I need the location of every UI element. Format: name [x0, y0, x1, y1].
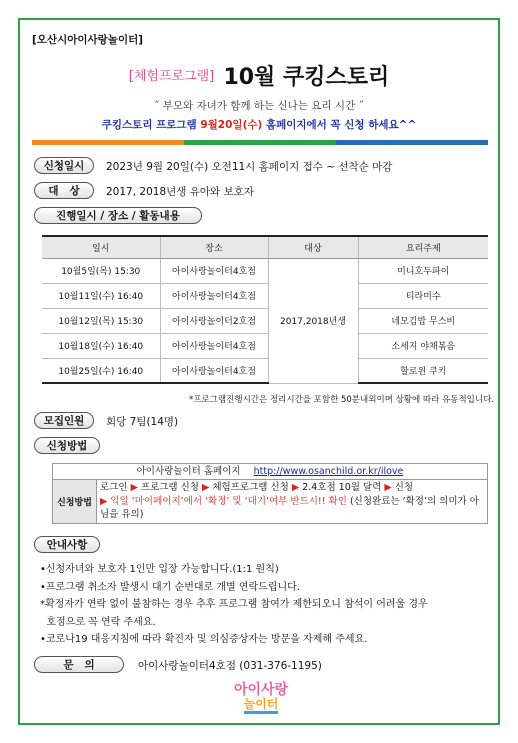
- highlight-post: 홈페이지에서 꼭 신청 하세요^^: [262, 119, 417, 131]
- cell-place: 아이사랑놀이터4호점: [160, 283, 268, 308]
- table-row: [42, 333, 488, 358]
- list-item: 호점으로 꼭 연락 주세요.: [40, 616, 156, 628]
- arrow-right-icon: ▶: [384, 482, 392, 493]
- subtitle: ˝ 부모와 자녀가 함께 하는 신나는 요리 시간 ˝: [154, 100, 364, 112]
- confirm-note: (신청완료는 ‘확정’의 의미가 아님을 유의): [100, 495, 479, 520]
- cell-date: 10월5일(목) 15:30: [42, 258, 160, 283]
- homepage-link[interactable]: http://www.osanchild.or.kr/ilove: [253, 466, 404, 477]
- cell-date: 10월18일(수) 16:40: [42, 333, 160, 358]
- cell-place: 아이사랑놀이터4호점: [160, 333, 268, 358]
- cell-place: 아이사랑놀이터2호점: [160, 308, 268, 333]
- list-item: •프로그램 취소자 발생시 대기 순번대로 개별 연락드립니다.: [40, 581, 300, 593]
- cell-topic: 네모김밥 무스비: [358, 308, 488, 333]
- cell-place: 아이사랑놀이터4호점: [160, 358, 268, 383]
- table-row: [42, 308, 488, 333]
- logo-text-line1: 아이사랑: [233, 682, 289, 698]
- step-program: 프로그램 신청: [140, 482, 199, 493]
- schedule-table: [42, 235, 488, 384]
- cell-topic: 미니호두파이: [358, 258, 488, 283]
- logo-text-line2: 놀이터: [243, 697, 279, 711]
- schedule-header-row: [42, 236, 488, 258]
- arrow-right-icon: ▶: [291, 482, 300, 493]
- highlight-line: [20, 117, 498, 132]
- color-divider: [32, 140, 488, 145]
- arrow-right-icon: ▶: [202, 482, 210, 493]
- contact-value: 아이사랑놀이터4호점 (031-376-1195): [138, 660, 322, 672]
- table-row: [42, 258, 488, 283]
- step-apply: 신청: [394, 482, 414, 493]
- col-header-topic: 요리주제: [358, 236, 488, 258]
- cell-place: 아이사랑놀이터4호점: [160, 258, 268, 283]
- col-header-target: 대상: [268, 236, 358, 258]
- apply-period-label: 신청일시: [34, 157, 94, 174]
- color-divider-green: [184, 140, 336, 145]
- target-label: 대 상: [34, 182, 94, 199]
- site-label: 아이사랑놀이터 홈페이지: [136, 466, 241, 477]
- col-header-place: 장소: [160, 236, 268, 258]
- notice-list: [40, 561, 428, 649]
- step-login: 로그인: [100, 482, 128, 493]
- arrow-right-icon: ▶: [130, 482, 138, 493]
- list-item: •신청자녀와 보호자 1인만 입장 가능합니다.(1:1 원칙): [40, 564, 279, 575]
- apply-period-value: 2023년 9월 20일(수) 오전11시 홈페이지 접수 ~ 선착순 마감: [106, 161, 393, 173]
- step-experience: 체험프로그램 신청: [212, 482, 289, 493]
- table-row: [42, 358, 488, 383]
- cell-date: 10월11일(수) 16:40: [42, 283, 160, 308]
- confirm-warning: 익일 ‘마이페이지’에서 ‘확정’ 및 ‘대기’여부 반드시!! 확인: [110, 495, 347, 507]
- method-url-row: [53, 464, 487, 480]
- contact-label: 문 의: [34, 656, 124, 673]
- cell-date: 10월12일(목) 15:30: [42, 308, 160, 333]
- col-header-date: 일시: [42, 236, 160, 258]
- cell-target: 2017,2018년생: [268, 258, 358, 383]
- step-calendar: 2.4호점 10월 달력: [302, 482, 382, 493]
- list-item: *확정자가 연락 없이 불참하는 경우 추후 프로그램 참여가 제한되오니 참석이 어려울 경우: [40, 599, 428, 610]
- method-steps: [97, 480, 487, 523]
- color-divider-blue: [336, 140, 488, 145]
- logo-underline: [244, 711, 278, 714]
- title-row: [20, 60, 498, 91]
- title-tag: [체험프로그램]: [128, 69, 215, 84]
- recruit-label: 모집인원: [34, 412, 94, 429]
- brand-logo: [226, 678, 296, 716]
- cell-topic: 티라미수: [358, 283, 488, 308]
- method-row-head: 신청방법: [53, 480, 97, 523]
- schedule-label: 진행일시 / 장소 / 활동내용: [34, 207, 202, 224]
- list-item: •코로나19 대응지침에 따라 확진자 및 의심증상자는 방문을 자제해 주세요.: [40, 634, 368, 645]
- method-label: 신청방법: [34, 437, 100, 454]
- table-row: [42, 283, 488, 308]
- method-confirm-line: [100, 495, 484, 522]
- method-steps-line: [100, 481, 484, 495]
- schedule-note: *프로그램진행시간은 정리시간을 포함한 50분내외이며 상황에 따라 유동적입니다.: [189, 395, 494, 405]
- cell-topic: 할로윈 쿠키: [358, 358, 488, 383]
- page-title: 10월 쿠킹스토리: [223, 65, 390, 90]
- target-value: 2017, 2018년생 유아와 보호자: [106, 186, 254, 198]
- cell-topic: 소세지 야채볶음: [358, 333, 488, 358]
- arrow-right-icon: ▶: [100, 495, 108, 507]
- recruit-value: 회당 7팀(14명): [106, 416, 179, 428]
- organization-label: [오산시아이사랑놀이터]: [32, 34, 144, 46]
- highlight-pre: 쿠킹스토리 프로그램: [101, 119, 201, 131]
- cell-date: 10월25일(수) 16:40: [42, 358, 160, 383]
- method-box: [52, 463, 488, 524]
- color-divider-orange: [32, 140, 184, 145]
- flyer-page: [18, 18, 500, 725]
- highlight-date: 9월20일(수): [200, 119, 263, 131]
- method-body: [53, 480, 487, 523]
- notice-label: 안내사항: [34, 536, 100, 553]
